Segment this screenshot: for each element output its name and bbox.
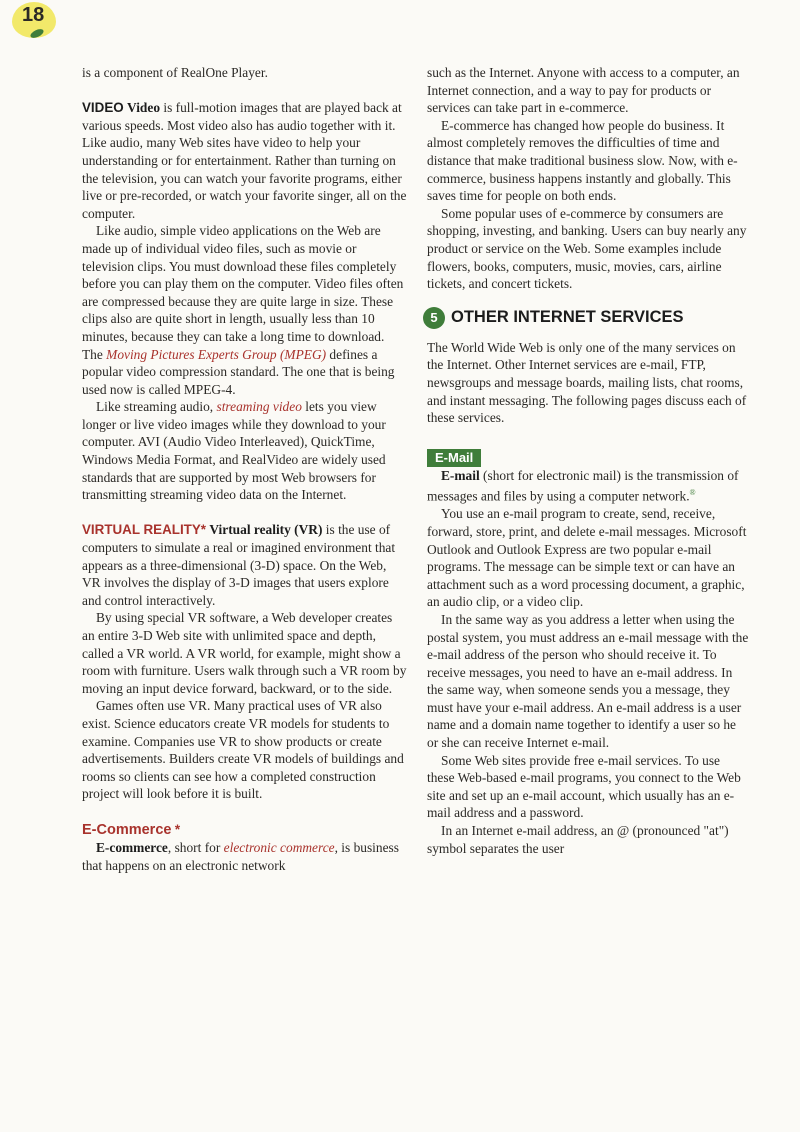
right-column bbox=[427, 64, 750, 857]
video-heading: VIDEO bbox=[82, 100, 124, 116]
ecommerce-heading-line bbox=[82, 821, 408, 840]
vr-paragraph-2: By using special VR software, a Web developer creates an entire 3-D Web site with unlimited space and depth, called a VR world. A VR world, for example, might show a room with furniture. Users walk through such a VR room by moving an input device forward, backward, or to the side. bbox=[82, 610, 407, 696]
ecommerce-paragraph-1 bbox=[82, 839, 408, 874]
video-text-2b: defines a popular video compression standard. The one that is being used now is called MPEG-4. bbox=[82, 346, 395, 397]
ecommerce-heading: E-Commerce bbox=[82, 821, 172, 838]
page-number: 18 bbox=[22, 4, 45, 26]
email-paragraph-5: In an Internet e-mail address, an @ (pronounced "at") symbol separates the user bbox=[427, 823, 729, 856]
vr-paragraph-3: Games often use VR. Many practical uses of VR also exist. Science educators create VR models for students to examine. Companies use VR to show products or create advertisements. Builders create VR models of buildings and rooms so clients can see how a completed construction project will look before it is built. bbox=[82, 698, 404, 802]
email-text-1: (short for electronic mail) is the transmission of messages and files by using a computer network. bbox=[427, 467, 739, 504]
footnote-marker: ® bbox=[689, 488, 696, 498]
ecommerce-star: * bbox=[174, 821, 181, 837]
vr-star: * bbox=[200, 522, 207, 538]
section-paragraph: The World Wide Web is only one of the many services on the Internet. Other Internet services are e-mail, FTP, newsgroups and message boards, mailing lists, chat rooms, and instant messaging. The following pages discuss each of these services. bbox=[427, 339, 747, 426]
email-paragraph-4: Some Web sites provide free e-mail services. To use these Web-based e-mail programs, you connect to the Web site and set up an e-mail account, which usually has an e-mail address and a password. bbox=[427, 752, 741, 821]
mpeg-link[interactable]: Moving Pictures Experts Group (MPEG) bbox=[106, 346, 327, 362]
email-term: E-mail bbox=[441, 467, 480, 483]
vr-heading: VIRTUAL REALITY bbox=[82, 522, 201, 538]
electronic-commerce-link[interactable]: electronic commerce bbox=[223, 840, 335, 856]
video-text-1: is full-motion images that are played back at various speeds. Most video also has audio together with it. Like audio, many Web sites have video to help your understanding or for entertainment. Rather than turning on the television, you can watch your favorite programs, either live or pre-recorded, or watch your favorite singer, all on the computer. bbox=[82, 100, 407, 221]
ecommerce-text-1a: , short for bbox=[167, 840, 224, 856]
ecommerce-continued: such as the Internet. Anyone with access to a computer, an Internet connection, and a way to pay for products or services can take part in e-commerce. bbox=[427, 65, 740, 116]
email-paragraph-2: You use an e-mail program to create, send, receive, forward, store, print, and delete e-mail messages. Microsoft Outlook and Outlook Express are two popular e-mail programs. The message can be simple text or can have an attachment such as a word processing document, a graphic, an audio clip, or a video clip. bbox=[427, 506, 747, 610]
video-text-3a: Like streaming audio, bbox=[96, 399, 217, 415]
ecommerce-term: E-commerce bbox=[96, 840, 168, 856]
video-text-2a: Like audio, simple video applications on the Web are made up of individual video files, such as movie or television clips. You must download these files completely before you can play them on the computer. Video files often are compressed because they are quite large in size. These clips also are quite short in length, usually less than 10 minutes, because they can take a long time to download. The bbox=[82, 223, 404, 362]
vr-paragraph-1 bbox=[82, 521, 408, 609]
email-paragraph-3: In the same way as you address a letter when using the postal system, you must address an e-mail message with the e-mail address of the person who should receive it. To receive messages, you need to have an e-mail address. In the same way, when someone sends you a message, they must have your e-mail address. An e-mail address is a user name and a domain name together to identify a user so he or she can receive Internet e-mail. bbox=[427, 611, 749, 751]
video-term: Video bbox=[127, 100, 161, 116]
video-paragraph-2 bbox=[82, 222, 408, 398]
section-title: OTHER INTERNET SERVICES bbox=[451, 307, 684, 326]
ecommerce-text-1b: , is business that happens on an electronic network bbox=[82, 840, 399, 873]
video-paragraph-3 bbox=[82, 398, 408, 504]
video-paragraph-1 bbox=[82, 99, 408, 222]
intro-line: is a component of RealOne Player. bbox=[82, 65, 268, 80]
section-number-icon: 5 bbox=[423, 307, 445, 329]
section-header bbox=[423, 307, 750, 329]
email-tag: E-Mail bbox=[427, 449, 481, 467]
ecommerce-paragraph-2: E-commerce has changed how people do business. It almost completely removes the difficulties of time and distance that make traditional business slow. Now, with e-commerce, business happens instantly and globally. This saves time for people on both ends. bbox=[427, 117, 738, 204]
vr-text-1: is the use of computers to simulate a real or imagined environment that appears as a three-dimensional (3-D) space. On the Web, VR involves the display of 3-D images that users explore and control interactively. bbox=[82, 522, 396, 608]
ecommerce-paragraph-3: Some popular uses of e-commerce by consumers are shopping, investing, and banking. Users can buy nearly any product or service on the Web. Some examples include flowers, books, computers, music, movies, cars, airline tickets, and concert tickets. bbox=[427, 205, 747, 292]
email-paragraph-1 bbox=[427, 467, 750, 506]
email-tag-wrap bbox=[427, 449, 750, 467]
streaming-video-link[interactable]: streaming video bbox=[216, 399, 302, 415]
video-text-3b: lets you view longer or live video images while they download to your computer. AVI (Audio Video Interleaved), QuickTime, Windows Media Format, and RealVideo are widely used standards that are supported by most Web browsers for transmitting streaming video data on the Internet. bbox=[82, 399, 386, 503]
left-column bbox=[82, 64, 408, 874]
vr-term: Virtual reality (VR) bbox=[209, 522, 323, 538]
